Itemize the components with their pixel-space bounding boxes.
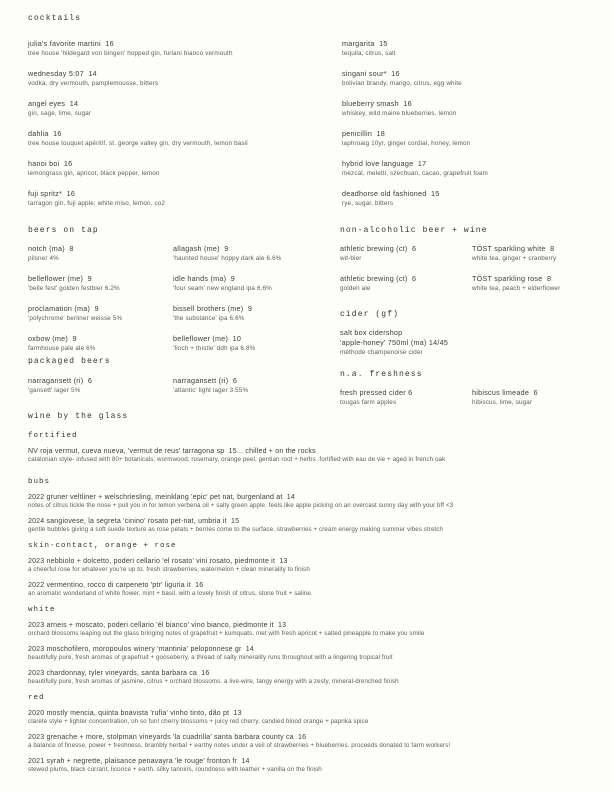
item-desc: wit-bier [340, 255, 362, 262]
menu-item [340, 388, 472, 407]
item-name: hanoi boi 16 [28, 159, 73, 168]
item-name: wednesday 5:07 14 [28, 69, 97, 78]
item-desc: tarragon gin, fuji apple, white miso, lemon, co2 [28, 200, 166, 207]
item-desc: 'the substance' ipa 6.6% [173, 315, 245, 322]
section-title-cider: cider (gf) [340, 310, 400, 319]
wine-name: 2020 mostly mencia, quinta boavista 'rufia' vinho tinto, dão pt 13 [28, 710, 242, 717]
item-name: hybrid love language 17 [342, 159, 427, 168]
item-desc: white tea, peach + elderflower [472, 285, 561, 292]
item-desc: vodka, dry vermouth, pamplemousse, bitters [28, 80, 159, 87]
item-name: penicillin 18 [342, 129, 386, 138]
wine-name: 2023 arneis + moscato, poderi cellario 'él bianco' vino bianco, piedmonte it 13 [28, 622, 287, 629]
menu-item [340, 328, 588, 357]
wine-name: 2023 moschofilero, moropoulos winery 'mantinia' peloponnese gr 14 [28, 646, 254, 653]
wine-group-fortified [28, 432, 586, 464]
item-desc: 'four seam' new england ipa 6.6% [173, 285, 272, 292]
section-title-na-freshness: n.a. freshness [340, 370, 423, 379]
item-name: margarita 15 [342, 39, 388, 48]
menu-item [340, 244, 472, 263]
item-name: oxbow (me) 9 [28, 334, 77, 343]
section-beers-on-tap [28, 226, 330, 364]
item-desc: whiskey, wild maine blueberries, lemon [342, 110, 457, 117]
item-name: notch (ma) 8 [28, 244, 74, 253]
item-name: TÖST sparkling rose 8 [472, 274, 552, 283]
wine-name: 2024 sangiovese, la segreta 'cinino' rosato pet-nat, umbria it 15 [28, 518, 240, 525]
wine-group-label: bubs [28, 478, 51, 486]
wine-item [28, 494, 586, 510]
item-name: hibiscus limeade 6 [472, 388, 538, 397]
section-title-beers-on-tap: beers on tap [28, 226, 99, 235]
section-cocktails [28, 14, 586, 219]
wine-name: 2023 nebbiolo + dolcetto, poderi cellario 'el rosato' vini rosato, piedmonte it 13 [28, 558, 288, 565]
item-desc: laphroaig 10yr, ginger cordial, honey, lemon [342, 140, 471, 147]
wine-desc: beautifully pure, fresh aromas of grapefruit + gooseberry, a thread of salty minerality runs throughout with a lingering tropical fruit [28, 654, 393, 661]
item-desc: mezcal, meletti, szechuan, cacao, grapefruit foam [342, 170, 488, 177]
item-desc: bolivian brandy, mango, citrus, egg white [342, 80, 462, 87]
wine-group-bubs [28, 478, 586, 534]
item-desc: tequila, citrus, salt [342, 50, 396, 57]
wine-desc: catalonian style- infused with 80+ botanicals; wormwood, rosemary, orange peel, gentian root + herbs .fortified with eau de vie + aged in french oak [28, 456, 446, 463]
na-column-right [472, 244, 588, 304]
wine-item [28, 448, 586, 464]
menu-item [342, 39, 586, 58]
wine-item [28, 646, 586, 662]
item-desc: hibiscus, lime, sugar [472, 399, 533, 406]
packaged-column-right [173, 376, 330, 406]
item-name: idle hands (ma) 9 [173, 274, 236, 283]
item-name: athletic brewing (ct) 6 [340, 274, 417, 283]
item-name: angel eyes 14 [28, 99, 79, 108]
menu-item [28, 69, 342, 88]
menu-item [28, 244, 173, 263]
wine-item [28, 710, 586, 726]
wine-desc: notes of citrus tickle the nose + pull you in for lemon verbena oil + salty green apple. feels like apple picking on an overcast sunny day with your bff <3 [28, 502, 454, 509]
item-name: belleflower (me) 10 [173, 334, 242, 343]
item-name: singani sour* 16 [342, 69, 400, 78]
wine-name: 2022 vermentino, rocco di carpeneto 'ptr' liguria it 16 [28, 582, 204, 589]
item-name: allagash (me) 9 [173, 244, 229, 253]
menu-item [28, 376, 173, 395]
wine-name: 2021 syrah + negrette, plaisance penavayra 'le rouge' fronton fr 14 [28, 758, 250, 765]
wine-group-skin-contact [28, 542, 586, 598]
menu-item [472, 244, 588, 263]
section-wine-by-the-glass [28, 412, 586, 782]
item-desc: pilsner 4% [28, 255, 59, 262]
item-name: narragansett (ri) 6 [28, 376, 93, 385]
menu-item [28, 39, 342, 58]
wine-group-label: red [28, 694, 45, 702]
wine-item [28, 734, 586, 750]
wine-name: 2023 chardonnay, tyler vineyards, santa barbara ca 16 [28, 670, 210, 677]
item-desc: rye, sugar, bitters [342, 200, 394, 207]
wine-desc: beautifully pure, fresh aromas of jasmine, citrus + orchard blossoms. a live-wire, tangy energy with a zesty, mineral-drenched finish [28, 678, 399, 685]
wine-desc: a balance of finesse, power + freshness. brambly herbal + earthy notes under a veil of strawberries + blueberries. proceeds donated to farm workers! [28, 742, 451, 749]
menu-item [28, 99, 342, 118]
item-name: proclamation (ma) 9 [28, 304, 99, 313]
menu-item [173, 304, 330, 323]
menu-item [28, 274, 173, 293]
wine-desc: orchard blossoms leaping out the glass bringing notes of grapefruit + kumquats, met with fresh apricot + salted pineapple to make you smile [28, 630, 425, 637]
item-desc: 'gansett' lager 5% [28, 387, 81, 394]
wine-name: NV roja vermut, cueva nueva, 'vermut de reus' tarragona sp 15... chilled + on the rocks [28, 448, 316, 455]
wine-item [28, 670, 586, 686]
item-desc: 'polychrome' berliner weisse 5% [28, 315, 123, 322]
menu-item [342, 99, 586, 118]
item-desc: golden ale [340, 285, 371, 292]
menu-item [340, 274, 472, 293]
menu-item [28, 159, 342, 178]
item-desc: méthode champenoise cider [340, 349, 423, 356]
wine-group-white [28, 606, 586, 686]
wine-desc: clarete style + lighter concentration, oh so fun! cherry blossoms + juicy red cherry, candied blood orange + paprika spice [28, 718, 369, 725]
item-name: deadhorse old fashioned 15 [342, 189, 440, 198]
item-desc: tree house touquet apéritif, st. george valley gin, dry vermouth, lemon basil [28, 140, 248, 147]
item-desc: 'finch + thistle' ddh ipa 6.8% [173, 345, 256, 352]
wine-desc: a cheerful rose for whatever you're up to. fresh strawberries, watermelon + clean minerality to finish [28, 566, 310, 573]
item-name: salt box cidershop [340, 328, 403, 337]
wine-desc: stewed plums, black currant, licorice + earth. silky tannins, roundness with leather + vanilla on the finish [28, 766, 322, 773]
wine-item [28, 758, 586, 774]
menu-item [342, 69, 586, 88]
item-name: 'apple-honey' 750ml (ma) 14/45 [340, 338, 449, 347]
item-name: julia's favorite martini 16 [28, 39, 114, 48]
beers-column-right [173, 244, 330, 364]
section-title-cocktails: cocktails [28, 14, 82, 23]
menu-item [28, 334, 173, 353]
section-title-non-alcoholic: non-alcoholic beer + wine [340, 226, 488, 235]
item-desc: 'atlantic' light lager 3.55% [173, 387, 249, 394]
wine-item [28, 518, 586, 534]
menu-item [342, 189, 586, 208]
item-desc: lemongrass gin, apricot, black pepper, lemon [28, 170, 160, 177]
menu-item [173, 244, 330, 263]
item-desc: 'haunted house' hoppy dark ale 6.6% [173, 255, 282, 262]
wine-item [28, 558, 586, 574]
beers-column-left [28, 244, 173, 364]
wine-item [28, 582, 586, 598]
wine-item [28, 622, 586, 638]
packaged-column-left [28, 376, 173, 406]
item-desc: 'belle fest' golden festbier 6.2% [28, 285, 120, 292]
section-title-packaged-beers: packaged beers [28, 357, 111, 366]
item-name: blueberry smash 16 [342, 99, 412, 108]
wine-group-label: skin-contact, orange + rose [28, 542, 177, 550]
menu-item [342, 159, 586, 178]
wine-name: 2023 grenache + more, stolpman vineyards 'la cuadrilla' santa barbara county ca 16 [28, 734, 307, 741]
item-desc: gin, sage, lime, sugar [28, 110, 92, 117]
item-name: TÖST sparkling white 8 [472, 244, 555, 253]
wine-desc: an aromatic wonderland of white flower, mint + basil. with a lovely finish of citrus, stone fruit + saline. [28, 590, 313, 597]
wine-group-label: fortified [28, 432, 78, 440]
item-name: bissell brothers (me) 9 [173, 304, 253, 313]
section-title-wine: wine by the glass [28, 412, 129, 421]
section-packaged-beers [28, 357, 330, 406]
item-name: fuji spritz* 16 [28, 189, 76, 198]
menu-item [342, 129, 586, 148]
section-non-alcoholic [340, 226, 588, 418]
menu-item [173, 334, 330, 353]
item-name: athletic brewing (ct) 6 [340, 244, 417, 253]
menu-item [28, 189, 342, 208]
item-name: fresh pressed cider 6 [340, 388, 413, 397]
wine-group-red [28, 694, 586, 774]
wine-name: 2022 gruner veltliner + welschriesling, meinklang 'epic' pet nat, burgenland at 14 [28, 494, 295, 501]
item-name: dahlia 16 [28, 129, 62, 138]
na-column-left [340, 244, 472, 304]
item-desc: tree house 'hildegard von bingen' hopped gin, furlani bianco vermouth [28, 50, 233, 57]
menu-item [472, 274, 588, 293]
menu-item [28, 129, 342, 148]
menu-item [173, 376, 330, 395]
item-name: narragansett (ri) 6 [173, 376, 238, 385]
menu-item [472, 388, 588, 407]
wine-desc: gentle bubbles giving a soft suede texture as rose petals + berries come to the surface. strawberries + cream energy making summer vibes stretch [28, 526, 444, 533]
item-name: belleflower (me) 9 [28, 274, 92, 283]
item-desc: white tea, ginger + cranberry [472, 255, 557, 262]
wine-group-label: white [28, 606, 56, 614]
menu-item [28, 304, 173, 323]
item-desc: farmhouse pale ale 6% [28, 345, 96, 352]
cocktails-column-right [342, 39, 586, 219]
menu-item [173, 274, 330, 293]
item-desc: tougas farm apples [340, 399, 397, 406]
cocktails-column-left [28, 39, 342, 219]
